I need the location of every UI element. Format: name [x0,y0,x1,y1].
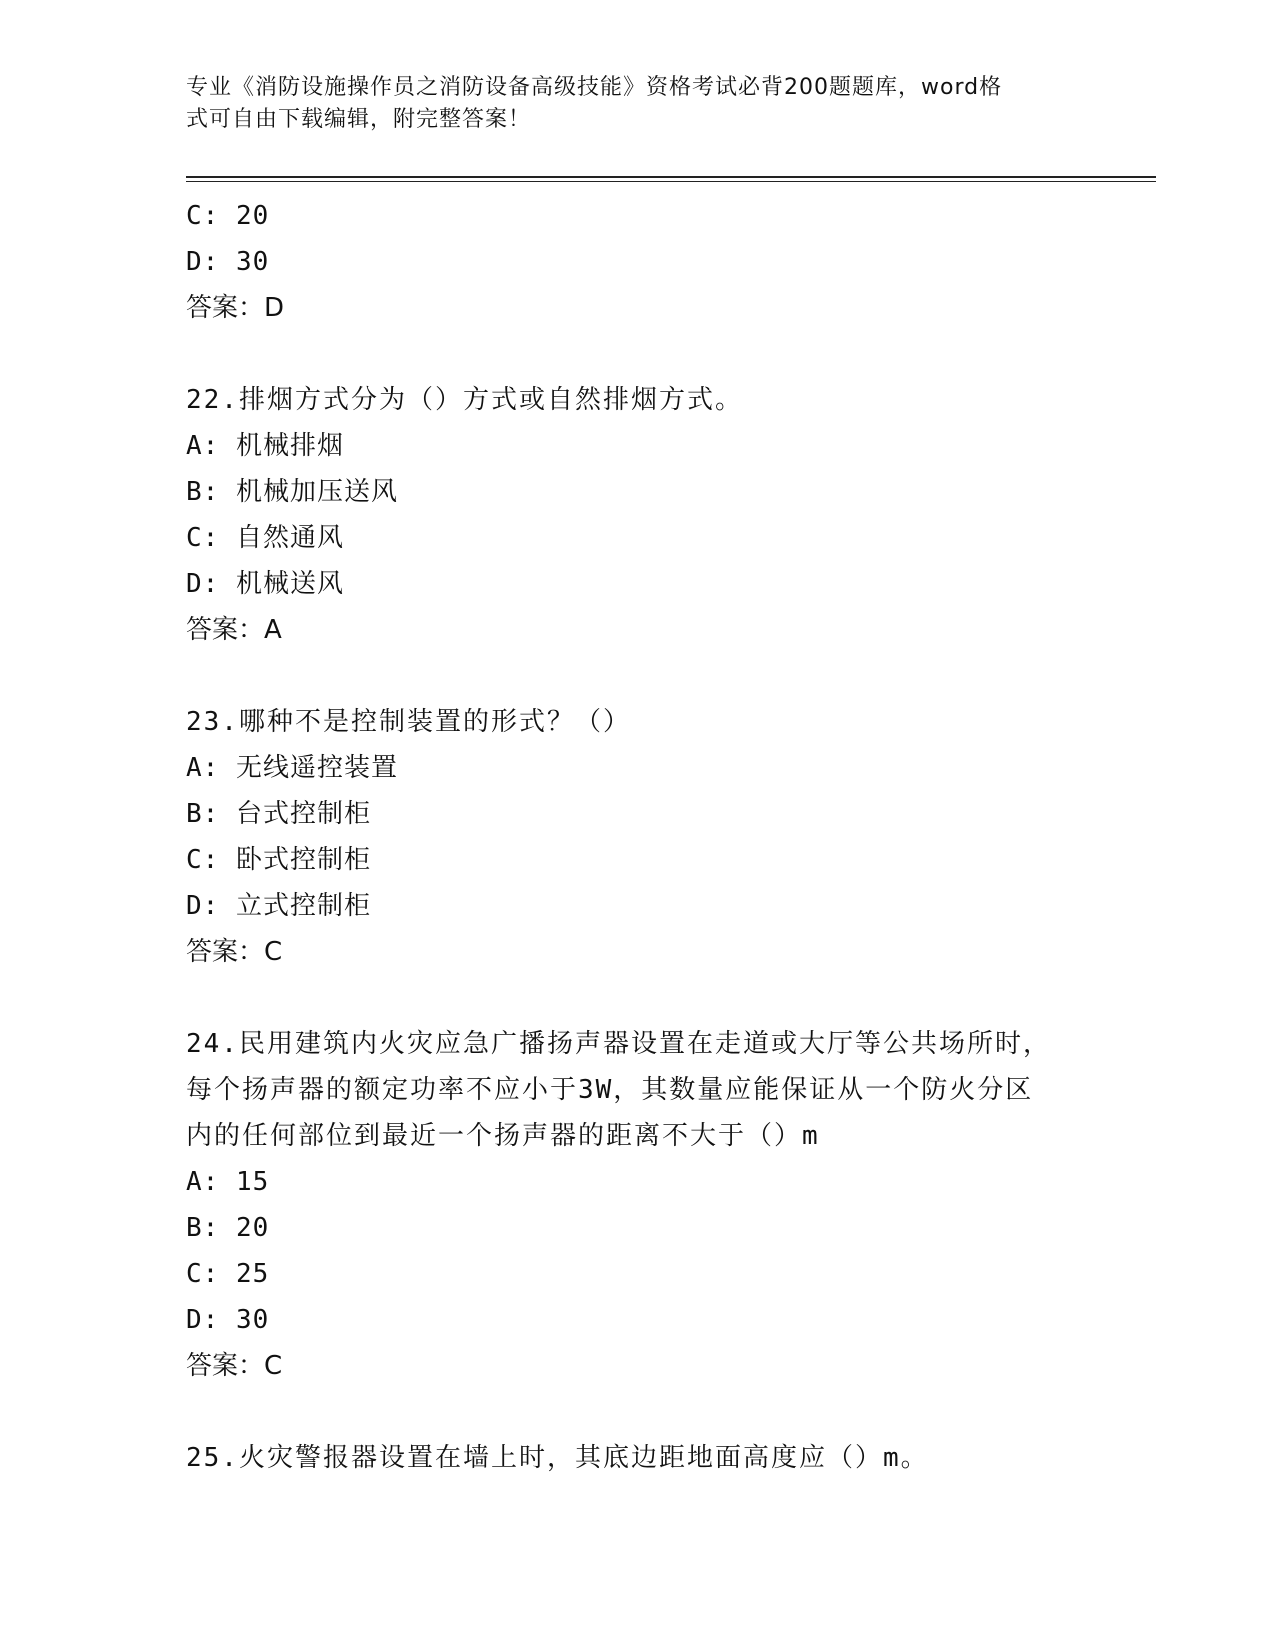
spacer [186,331,1086,377]
q24-answer: 答案：C [186,1351,283,1381]
prev-option-c: C: 20 [186,201,270,231]
q22-question: 22.排烟方式分为（）方式或自然排烟方式。 [186,385,743,415]
q25-question: 25.火灾警报器设置在墙上时，其底边距地面高度应（）m。 [186,1443,929,1473]
q24-option-a: A: 15 [186,1167,270,1197]
q23-question: 23.哪种不是控制装置的形式？（） [186,707,631,737]
q22-option-c: C: 自然通风 [186,523,344,553]
q24-option-d: D: 30 [186,1305,270,1335]
q23-option-b: B: 台式控制柜 [186,799,371,829]
q22-option-b: B: 机械加压送风 [186,477,398,507]
q22-option-d: D: 机械送风 [186,569,344,599]
q23-option-a: A: 无线遥控装置 [186,753,398,783]
q24-question-line-1: 24.民用建筑内火灾应急广播扬声器设置在走道或大厅等公共场所时， [186,1029,1051,1059]
q24-option-b: B: 20 [186,1213,270,1243]
q22-option-a: A: 机械排烟 [186,431,344,461]
document-header [186,72,1066,136]
q23-answer: 答案：C [186,937,283,967]
q23-option-c: C: 卧式控制柜 [186,845,371,875]
q22-answer: 答案：A [186,615,282,645]
spacer [186,975,1086,1021]
header-divider-thick [186,176,1156,178]
prev-answer: 答案：D [186,293,285,323]
q23-option-d: D: 立式控制柜 [186,891,371,921]
q24-option-c: C: 25 [186,1259,270,1289]
header-line-1: 专业《消防设施操作员之消防设备高级技能》资格考试必背200题题库，word格 [186,75,1003,100]
spacer [186,653,1086,699]
q24-question-line-2: 每个扬声器的额定功率不应小于3W，其数量应能保证从一个防火分区 [186,1075,1034,1105]
q24-question-line-3: 内的任何部位到最近一个扬声器的距离不大于（）m [186,1121,820,1151]
prev-option-d: D: 30 [186,247,270,277]
question-list [186,193,1086,1481]
header-line-2: 式可自由下载编辑，附完整答案！ [186,107,532,132]
header-divider-thin [186,181,1156,182]
spacer [186,1389,1086,1435]
